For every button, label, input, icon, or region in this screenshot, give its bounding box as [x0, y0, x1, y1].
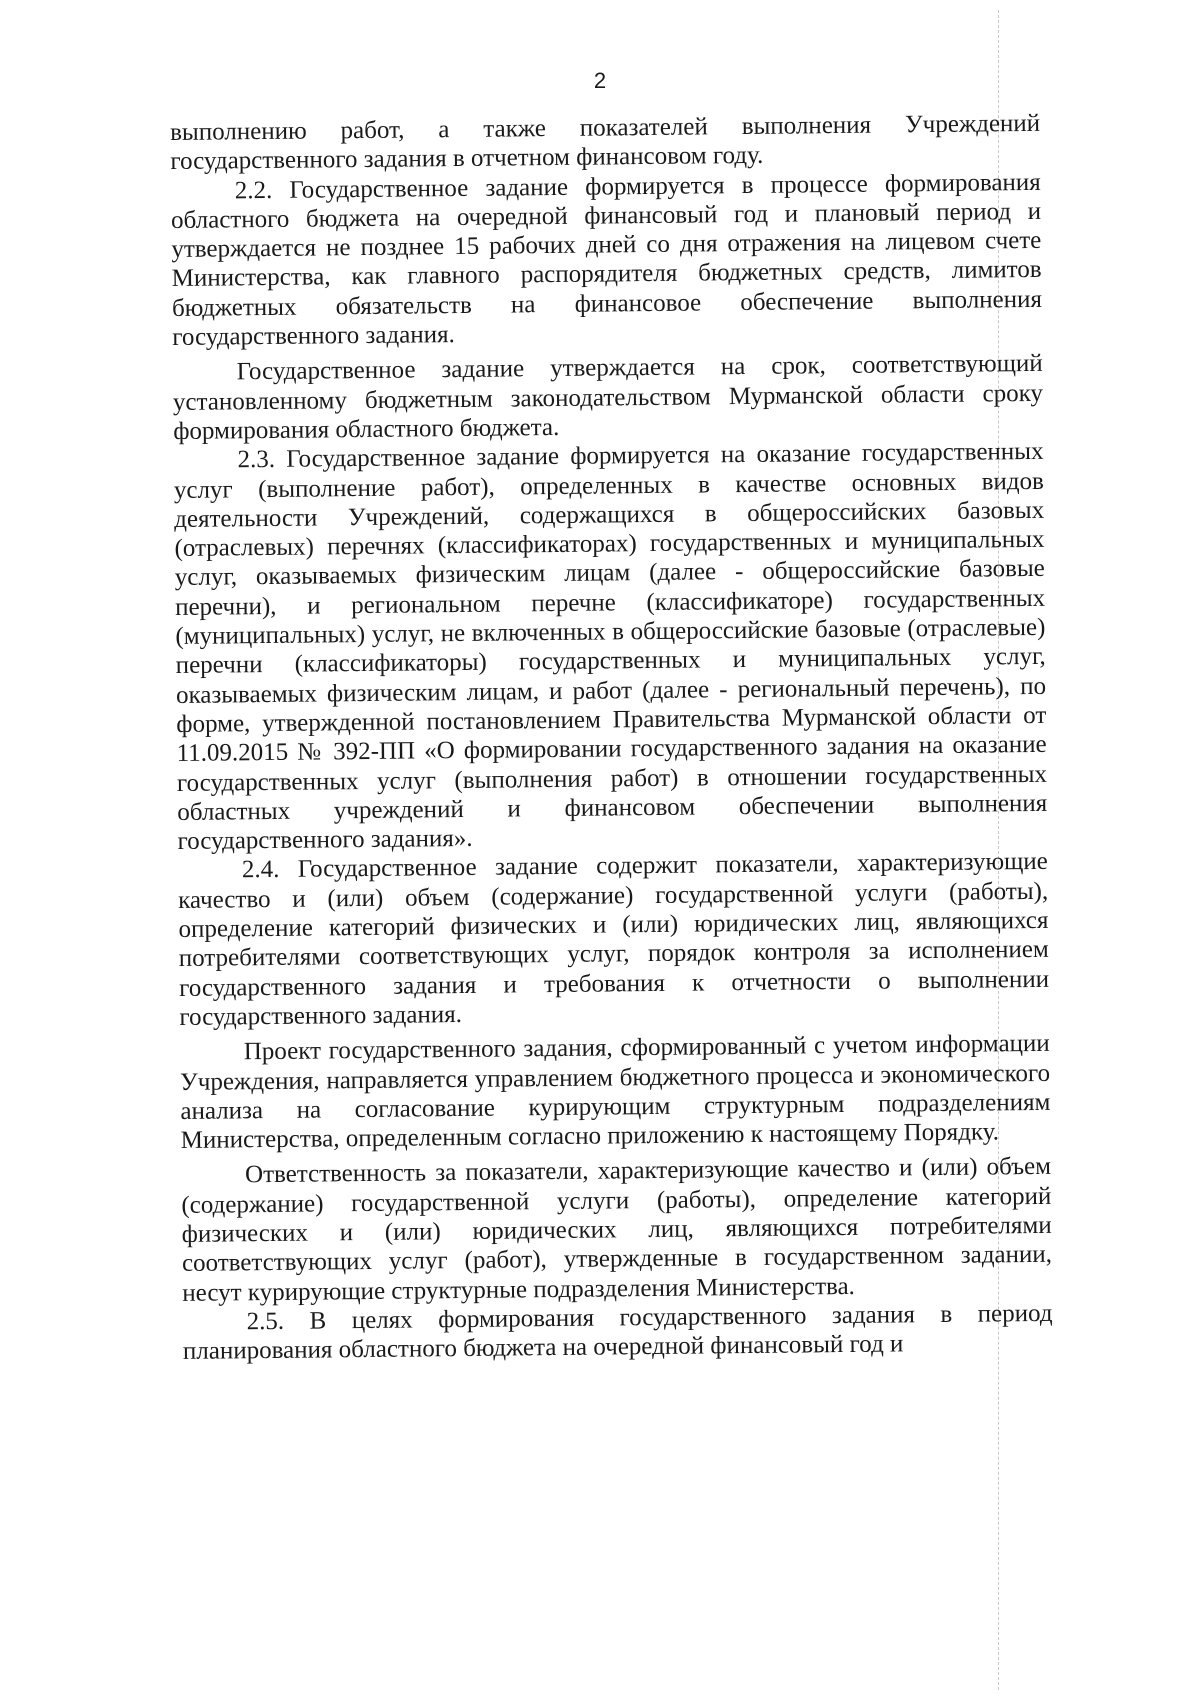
paragraph-project: Проект государственного задания, сформированный с учетом информации Учреждения, направляется управлением бюджетного процесса и экономического анализа на согласование курирующим структурным подразделениям Министерства, определенным согласно приложению к настоящему Порядку. [179, 1030, 1051, 1155]
paragraph-2-4: 2.4. Государственное задание содержит показатели, характеризующие качество и (или) объем (содержание) государственной услуги (работы), определение категорий физических и (или) юридических лиц, являющихся потребителями соответствующих услуг, порядок контроля за исполнением государственного задания и требования к отчетности о выполнении государственного задания. [178, 848, 1050, 1031]
paragraph-continuation: выполнению работ, а также показателей выполнения Учреждений государственного задания в отчетном финансовом году. [170, 109, 1041, 176]
paragraph-2-3: 2.3. Государственное задание формируется на оказание государственных услуг (выполнение работ), определенных в качестве основных видов деятельности Учреждений, содержащихся в общероссийских базовых (отраслевых) перечнях (классификаторах) государственных и муниципальных услуг, оказываемых физическим лицам (далее - общероссийские базовые перечни), и региональном перечне (классификаторе) государственных (муниципальных) услуг, не включенных в общероссийские базовые (отраслевые) перечни (классификаторы) государственных и муниципальных услуг, оказываемых физическим лицам, и работ (далее - региональный перечень), по форме, утвержденной постановлением Правительства Мурманской области от 11.09.2015 № 392-ПП «О формировании государственного задания на оказание государственных услуг (выполнения работ) в отношении государственных областных учреждений и финансовом обеспечении выполнения государственного задания». [173, 438, 1048, 856]
paragraph-2-2: 2.2. Государственное задание формируется в процессе формирования областного бюджета на очередной финансовый год и плановый период и утверждается не позднее 15 рабочих дней со дня отражения на лицевом счете Министерства, как главного распорядителя бюджетных средств, лимитов бюджетных обязательств на финансовое обеспечение выполнения государственного задания. [170, 168, 1043, 352]
paragraph-2-5: 2.5. В целях формирования государственного задания в период планирования областного бюджета на очередной финансовый год и [182, 1299, 1053, 1366]
page-number: 2 [593, 68, 607, 93]
paragraph-responsibility: Ответственность за показатели, характеризующие качество и (или) объем (содержание) государственной услуги (работы), определение категорий физических и (или) юридических лиц, являющихся потребителями соответствующих услуг (работ), утвержденные в государственном задании, несут курирующие структурные подразделения Министерства. [181, 1153, 1053, 1307]
document-body [170, 109, 1053, 1367]
paragraph-term: Государственное задание утверждается на срок, соответствующий установленному бюджетным законодательством Мурманской области сроку формирования областного бюджета. [172, 350, 1044, 445]
